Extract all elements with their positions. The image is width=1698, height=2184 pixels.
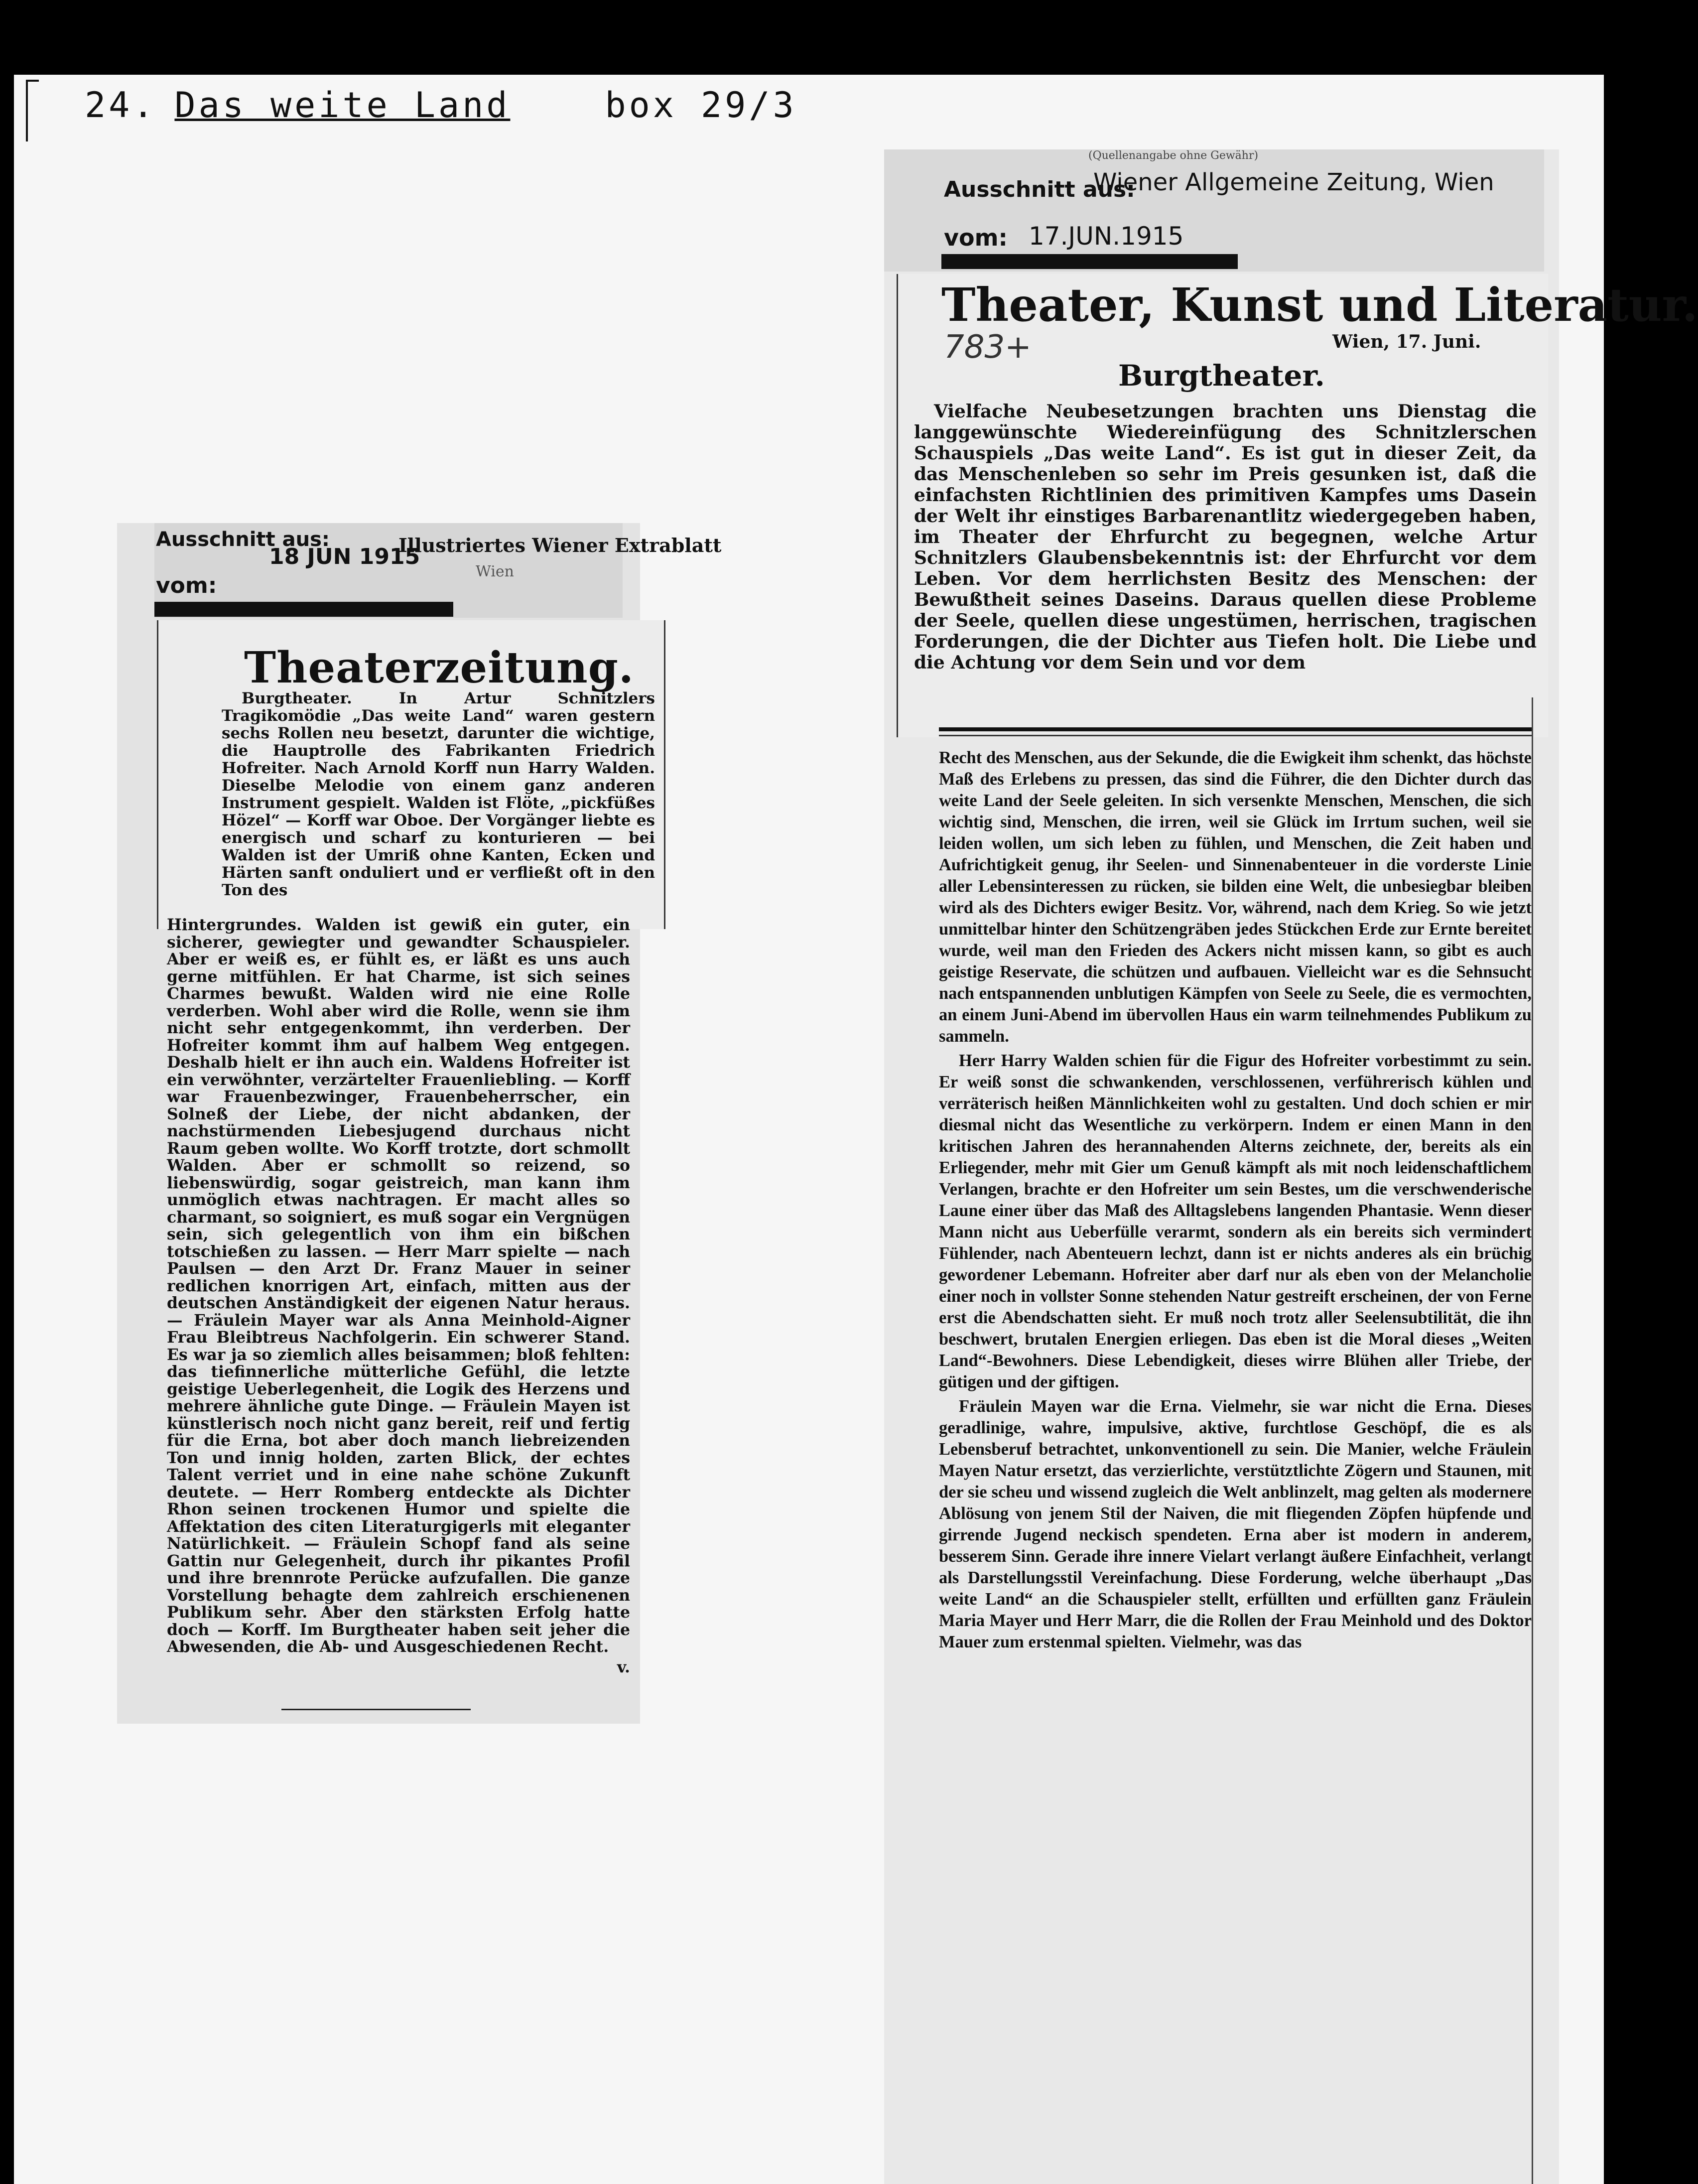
article-heading: Theater, Kunst und Literatur. — [941, 278, 1698, 332]
article-dateline: Wien, 17. Juni. — [1332, 331, 1481, 352]
article-subheading: Burgtheater. — [1118, 359, 1325, 393]
article-paragraph: Hintergrundes. Walden ist gewiß ein guter, ein sicherer, gewiegter und gewandter Schauspieler. Aber er weiß es, er fühlt es, er läßt es uns auch gerne mitfühlen. Er hat Charme, ist sich seines Charmes bewußt. Walden wird nie eine Rolle verderben. Wohl aber wird die Rolle, wenn sie ihm nicht sehr entgegenkommt, ihn verderben. Der Hofreiter kommt ihm auf halbem Weg entgegen. Deshalb hielt er ihn auch ein. Waldens Hofreiter ist ein verwöhnter, verzärtelter Frauenliebling. — Korff war Frauenbezwinger, Frauenbeherrscher, ein Solneß der Liebe, der nicht abdanken, der nachstürmenden Liebesjugend durchaus nicht Raum geben wollte. Wo Korff trotzte, dort schmollt Walden. Aber er schmollt so reizend, so liebenswürdig, sogar geistreich, man kann ihm unmöglich etwas nachtragen. Er macht alles so charmant, so soigniert, es muß sogar ein Vergnügen sein, sich gelegentlich von ihm ein bißchen totschießen zu lassen. — Herr Marr spielte — nach Paulsen — den Arzt Dr. Franz Mauer in seiner redlichen knorrigen Art, einfach, mitten aus der deutschen Anständigkeit der eigenen Natur heraus. — Fräulein Mayer war als Anna Meinhold-Aigner Frau Bleibtreus Nachfolgerin. Ein schwerer Stand. Es war ja so ziemlich alles beisammen; bloß fehlten: das tiefinnerliche mütterliche Gefühl, die letzte geistige Ueberlegenheit, die Logik des Herzens und mehrere ähnliche gute Dinge. — Fräulein Mayen ist künstlerisch noch nicht ganz bereit, reif und fertig für die Erna, bot aber doch manch liebreizenden Ton und innig holden, zarten Blick, der echtes Talent verriet und in eine nahe schöne Zukunft deutete. — Herr Romberg entdeckte als Dichter Rhon seinen trockenen Humor und spielte die Affektation des citen Literaturgigerls mit eleganter Natürlichkeit. — Fräulein Schopf fand als seine Gattin nur Gelegenheit, durch ihr pikantes Profil und ihre brennrote Perücke aufzufallen. Die ganze Vorstellung behagte dem zahlreich erschienenen Publikum sehr. Aber den stärksten Erfolg hatte doch — Korff. Im Burgtheater haben seit jeher die Abwesenden, die Ab- und Ausgeschiedenen Recht. — [167, 916, 630, 1656]
source-note: (Quellenangabe ohne Gewähr) — [1088, 149, 1259, 162]
article-paragraph: Herr Harry Walden schien für die Figur des Hofreiter vorbestimmt zu sein. Er weiß sonst die schwankenden, verschlossenen, verführerisch kühlen und verräterisch heißen Männlichkeiten wohl zu gestalten. Und doch schien er mir diesmal nicht das Wesentliche zu verkörpern. Indem er einen Mann in den kritischen Jahren des herannahenden Alterns zeichnete, der, bereits als ein Erliegender, mehr mit Gier um Genuß kämpft als mit noch leidenschaftlichem Verlangen, brachte er den Hofreiter um sein Bestes, um die verschwenderische Laune einer über das Maß des Alltagslebens langenden Phantasie. Wenn dieser Mann nicht aus Ueberfülle verarmt, sondern als ein bereits sich vermindert Fühlender, nach Abenteuern lechzt, dann ist er nichts anderes als ein brüchig gewordener Lebemann. Hofreiter aber darf nur als eben von der Melancholie einer noch in vollster Sonne stehenden Natur gestreift erscheinen, der von Ferne erst die Abendschatten sieht. Er muß noch trotz aller Seelensubtilität, die ihn beschwert, brutalen Energien erliegen. Das eben ist die Moral dieses „Weiten Land“-Bewohners. Diese Lebendigkeit, dieses wirre Blühen aller Triebe, der gütigen und der giftigen. — [939, 1051, 1532, 1391]
date-stamp: 18 JUN 1915 — [269, 544, 420, 569]
header-number: 24. — [85, 85, 157, 126]
article-paragraph: Recht des Menschen, aus der Sekunde, die die Ewigkeit ihm schenkt, das höchste Maß des Erlebens zu pressen, das sind die Führer, die den Dichter durch das weite Land der Seele geleiten. In sich versenkte Menschen, Menschen, die sich wichtig sind, Menschen, die irren, weil sie Glück im Irrtum suchen, weil sie leiden wollen, um sich leben zu fühlen, und Menschen, die Zeit haben und Aufrichtigkeit genug, ihr Seelen- und Sinnenabenteuer in die vorderste Linie aller Lebensinteressen zu rücken, sie bilden eine Welt, die unbesiegbar bleiben wird als des Dichters ewiger Besitz. Vor, während, nach dem Krieg. So wie jetzt unmittelbar hinter den Schützengräben jedes Stückchen Erde zur Ernte bereitet wurde, weil man den Frieden des Ackers nicht missen kann, so gibt es auch geistige Reservate, die schützen und aufbauen. Vielleicht war es die Sehnsucht nach entspannenden unblutigen Kämpfen von Seele zu Seele, die es vermochten, an einem Juni-Abend im übervollen Haus ein warm teilnehmendes Publikum zu sammeln. — [939, 748, 1532, 1046]
corner-mark — [26, 80, 39, 141]
header-title: Das weite Land — [174, 85, 511, 126]
masthead-bar — [154, 602, 453, 617]
header-box: box 29/3 — [605, 85, 797, 126]
article-paragraph: Burgtheater. In Artur Schnitzlers Tragikomödie „Das weite Land“ waren gestern sechs Rollen neu besetzt, darunter die wichtige, die Hauptrolle des Fabrikanten Friedrich Hofreiter. Nach Arnold Korff nun Harry Walden. Dieselbe Melodie von einem ganz anderen Instrument gespielt. Walden ist Flöte, „pickfüßes Hözel“ — Korff war Oboe. Der Vorgänger liebte es energisch und scharf zu konturieren — bei Walden ist der Umriß ohne Kanten, Ecken und Härten sanft onduliert und er verfließt oft in den Ton des — [222, 689, 655, 899]
masthead-bar — [941, 254, 1238, 269]
clipping-right — [884, 149, 1698, 2184]
clipping-left — [117, 523, 722, 1724]
article-column-1 — [914, 401, 1537, 725]
article-column-2 — [939, 747, 1532, 2182]
ausschnitt-label: Ausschnitt aus: — [156, 528, 330, 551]
column-divider — [939, 727, 1532, 731]
vom-label: vom: — [944, 224, 1008, 251]
place-stamp: Wien — [476, 563, 514, 580]
ausschnitt-label: Ausschnitt aus: — [944, 177, 1135, 202]
end-rule — [281, 1709, 471, 1710]
archive-header — [85, 85, 797, 126]
newspaper-stamp: Wiener Allgemeine Zeitung, Wien — [1093, 168, 1494, 196]
newspaper-stamp: Illustriertes Wiener Extrablatt — [398, 534, 722, 556]
pencil-annotation: 783+ — [944, 329, 1032, 366]
clipping-edge — [1532, 697, 1548, 2184]
article-column-2 — [167, 917, 630, 1684]
vom-label: vom: — [156, 573, 217, 598]
article-paragraph: Fräulein Mayen war die Erna. Vielmehr, sie war nicht die Erna. Dieses geradlinige, wahre, impulsive, aktive, furchtlose Geschöpf, die es als Lebensberuf betrachtet, unkonventionell zu sein. Die Manier, welche Fräulein Mayen Natur ersetzt, das verzierlichte, verstütztlichte Zögern und Staunen, mit der sie scheu und wissend zugleich die Welt anblinzelt, mag gelten als modernere Ablösung von jenem Stil der Naiven, die mit fliegenden Zöpfen hüpfende und girrende Jugend neckisch spendeten. Erna aber ist modern in anderem, besserem Sinn. Gerade ihre innere Vielart verlangt äußere Einfachheit, verlangt als Darstellungsstil Vereinfachung. Diese Forderung, welche überhaupt „Das weite Land“ an die Schauspieler stellt, erfüllten und erfüllten ganz Fräulein Maria Mayer und Herr Marr, die die Rollen der Frau Meinhold und des Doktor Mauer zum erstenmal spielten. Vielmehr, was das — [939, 1397, 1532, 1651]
article-signature: v. — [617, 1657, 630, 1676]
article-paragraph: Vielfache Neubesetzungen brachten uns Dienstag die langgewünschte Wiedereinfügung des Schnitzlerschen Schauspiels „Das weite Land“. Es ist gut in dieser Zeit, da das Menschenleben so sehr im Preis gesunken ist, daß die einfachsten Richtlinien des primitiven Kampfes ums Dasein der Welt ihr einstiges Barbarenantlitz wiedergegeben haben, im Theater der Ehrfurcht zu begegnen, welche Artur Schnitzlers Glaubensbekenntnis ist: der Ehrfurcht vor dem Leben. Vor dem herrlichsten Besitz des Menschen: der Bewußtheit seines Daseins. Daraus quellen diese Probleme der Seele, quellen diese ungestümen, herrischen, tragischen Forderungen, die der Dichter aus Tiefen holt. Die Liebe und die Achtung vor dem Sein und vor dem — [914, 401, 1537, 673]
article-heading: Theaterzeitung. — [244, 643, 634, 693]
clipping-right-masthead — [884, 149, 1544, 272]
date-stamp: 17.JUN.1915 — [1029, 222, 1184, 251]
article-column-1 — [222, 690, 655, 909]
column-divider-thin — [939, 735, 1532, 736]
